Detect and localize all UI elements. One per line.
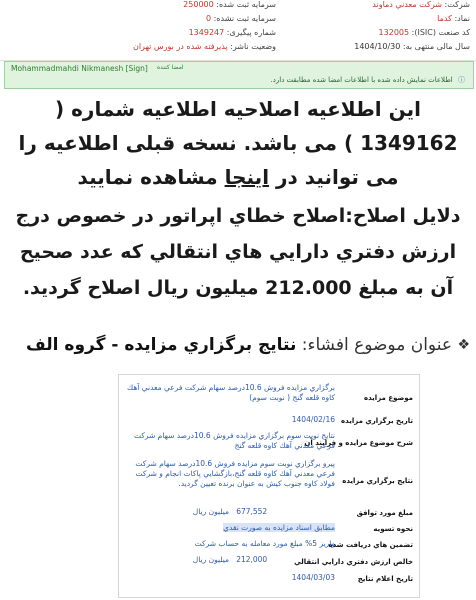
table-row (119, 383, 419, 413)
fiscal-year-label: سال مالی منتهی به: (402, 42, 470, 51)
row-label: موضوع مزايده (364, 394, 413, 402)
fiscal-year-field (354, 42, 470, 52)
signature-message-text: اطلاعات نمایش داده شده با اطلاعات امضا شده مطابقت دارد. (270, 76, 453, 84)
info-icon: ⓘ (458, 76, 465, 84)
row-label: تاريخ اعلام نتايج (357, 575, 413, 583)
fiscal-year-value: 1404/10/30 (354, 42, 401, 51)
symbol-value[interactable]: کدما (437, 14, 452, 23)
signer-tag: امضا کننده (157, 64, 184, 71)
correction-notice-text: این اطلاعیه اصلاحیه اطلاعیه شماره ( 1349162 ) می باشد. نسخه قبلی اطلاعیه را می توانید در (18, 97, 458, 189)
row-value: 1404/03/03 (291, 573, 335, 582)
agreed-amount: 677,552 (236, 507, 268, 516)
row-label: تضمين هاي دريافت شده (328, 541, 413, 549)
tracking-number-label: شماره پیگیری: (226, 28, 276, 37)
tracking-number-field (189, 28, 276, 38)
row-label: خالص ارزش دفتري دارايي انتقالي (294, 558, 413, 566)
row-value: پيرو برگزاري نوبت سوم مزايده فروش 10.6درصد سهام شركت فرعي معدني آهك كاوه قلعه گنج،بازگشايي پاكات انجام و شركت فولاد كاوه جنوب كيش به عنوان برنده تعيين گرديد. (135, 459, 335, 488)
previous-version-link[interactable]: اینجا (224, 165, 270, 189)
net-book-value-unit: ميليون ريال (192, 555, 230, 564)
isic-label: کد صنعت (ISIC): (411, 28, 470, 37)
table-row (119, 459, 419, 503)
row-label: نحوه تسويه (373, 525, 413, 533)
subject-text (26, 335, 452, 355)
auction-results-table (118, 374, 420, 598)
company-info-header (0, 0, 476, 61)
correction-notice (12, 92, 464, 194)
publisher-status-field (133, 42, 276, 52)
disclosure-subject (0, 332, 476, 360)
settlement-method: مطابق اسناد مزايده به صورت نقدي (223, 523, 335, 532)
isic-value: 132005 (378, 28, 410, 37)
row-value: 1404/02/16 (291, 415, 335, 424)
isic-field (379, 28, 470, 38)
capital-unregistered-field (206, 14, 276, 24)
bullet-diamond-icon: ❖ (457, 337, 470, 353)
row-value: واريز 5% مبلغ مورد معامله به حساب شركت (194, 539, 335, 548)
net-book-value: 212,000 (236, 555, 268, 564)
subject-label: عنوان موضوع افشاء: (301, 335, 452, 355)
row-label: تاريخ برگزاري مزايده (341, 417, 413, 425)
capital-unregistered-value: 0 (205, 14, 212, 23)
table-row (119, 507, 419, 521)
row-label: شرح موضوع مزايده و فرايند آن (304, 439, 413, 447)
subject-title: نتايج برگزاري مزايده - گروه الف (26, 335, 297, 355)
table-row (119, 415, 419, 429)
tracking-number-value: 1349247 (188, 28, 225, 37)
capital-registered-label: سرمایه ثبت شده: (216, 0, 276, 9)
capital-registered-value: 250000 (183, 0, 214, 9)
correction-reason: دلایل اصلاح:اصلاح خطاي اپراتور در خصوص درج ارزش دفتري دارايي هاي انتقالي كه عدد صحيح آن به مبلغ 212.000 ميليون ريال اصلاح گرديد. (15, 205, 461, 299)
signature-verification-bar (4, 61, 474, 89)
capital-unregistered-label: سرمایه ثبت نشده: (213, 14, 276, 23)
row-value: برگزاري مزايده فروش 10.6درصد سهام شركت فرعي معدني آهك كاوه قلعه گنج ( نوبت سوم) (127, 383, 335, 402)
row-value: نتايج نوبت سوم برگزاري مزايده فروش 10.6درصد سهام شركت فرعي معدني آهك كاوه قلعه گنج (133, 431, 335, 450)
capital-registered-field (183, 0, 276, 10)
table-row (119, 573, 419, 587)
agreed-amount-unit: ميليون ريال (192, 507, 230, 516)
table-row (119, 523, 419, 537)
table-row (119, 539, 419, 553)
company-label: شرکت: (444, 0, 470, 9)
table-row (119, 555, 419, 571)
company-value[interactable]: شرکت معدني دماوند (372, 0, 442, 9)
symbol-field (437, 14, 470, 24)
signature-message (271, 75, 465, 85)
row-value (125, 507, 335, 517)
row-label: نتايج برگزاري مزايده (342, 477, 413, 485)
symbol-label: نماد: (454, 14, 470, 23)
company-field (372, 0, 470, 10)
correction-notice-tail: مشاهده نمایید (77, 165, 218, 189)
publisher-status-value: پذیرفته شده در بورس تهران (132, 42, 228, 51)
signer-name: Mohammadmahdi Nikmanesh [Sign] (11, 64, 148, 73)
publisher-status-label: وضعیت ناشر: (230, 42, 276, 51)
row-value (125, 555, 335, 565)
row-label: مبلغ مورد توافق (356, 509, 413, 517)
row-value (125, 523, 335, 533)
table-row (119, 431, 419, 457)
